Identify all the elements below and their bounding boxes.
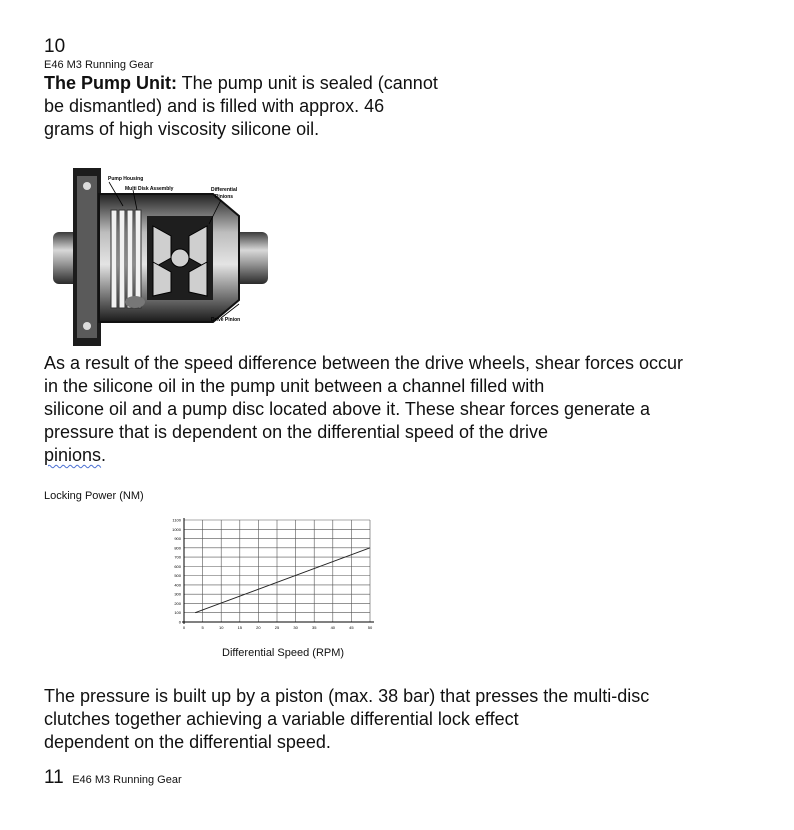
pump-unit-text-2: be dismantled) and is filled with approx. 46 [44, 96, 385, 116]
x-tick-label: 0 [182, 625, 186, 630]
label-differential: Differential [211, 187, 238, 193]
shear-text-4: pressure that is dependent on the differential speed of the drive [44, 422, 549, 442]
differential-cutaway-figure [53, 166, 268, 348]
x-tick-label: 5 [201, 625, 204, 630]
y-tick-label: 1000 [172, 526, 181, 532]
pump-unit-text-3: grams of high viscosity silicone oil. [44, 119, 320, 139]
chart-y-ticks [172, 518, 182, 625]
piston-paragraph [44, 685, 784, 754]
x-tick-label: 25 [274, 625, 280, 630]
y-tick-label: 500 [174, 573, 181, 579]
locking-power-chart [170, 512, 385, 632]
y-tick-label: 700 [174, 554, 181, 560]
footer-running-title: E46 M3 Running Gear [72, 774, 182, 786]
chart-y-axis-label: Locking Power (NM) [44, 490, 144, 502]
page-number: 10 [44, 36, 66, 57]
y-tick-label: 800 [174, 545, 181, 551]
y-tick-label: 600 [174, 563, 181, 569]
shear-forces-paragraph [44, 352, 784, 467]
chart-x-axis-label: Differential Speed (RPM) [222, 647, 345, 659]
spellcheck-word-pinions: pinions [44, 445, 102, 465]
x-tick-label: 40 [330, 625, 336, 630]
shear-text-2: in the silicone oil in the pump unit between a channel filled with [44, 376, 545, 396]
piston-text-3: dependent on the differential speed. [44, 732, 331, 752]
pump-unit-text-1: The pump unit is sealed (cannot [177, 73, 438, 93]
y-tick-label: 300 [174, 591, 181, 597]
piston-text-1: The pressure is built up by a piston (max. 38 bar) that presses the multi-disc [44, 686, 650, 706]
label-pump-housing: Pump Housing [108, 176, 144, 182]
y-tick-label: 900 [174, 536, 181, 542]
x-tick-label: 30 [293, 625, 298, 630]
footer-page-number: 11 [44, 767, 64, 788]
piston-text-2: clutches together achieving a variable differential lock effect [44, 709, 519, 729]
label-drive-pinion: Drive Pinion [211, 317, 241, 323]
x-tick-label: 45 [349, 625, 354, 630]
shear-text-5-end: . [101, 445, 107, 465]
x-tick-label: 35 [311, 625, 317, 630]
pump-unit-paragraph [44, 72, 604, 141]
label-pinions: Pinions [215, 194, 234, 200]
label-multi-disk-assembly: Multi Disk Assembly [125, 186, 174, 192]
pump-unit-heading: The Pump Unit: [44, 73, 177, 93]
x-tick-label: 15 [237, 625, 243, 630]
footer [44, 768, 182, 788]
running-title: E46 M3 Running Gear [44, 59, 154, 71]
shear-text-3: silicone oil and a pump disc located above it. These shear forces generate a [44, 399, 651, 419]
differential-cutaway-drawing [53, 166, 268, 348]
y-tick-label: 100 [174, 610, 181, 616]
y-tick-label: 400 [174, 582, 181, 588]
chart-grid [182, 518, 374, 624]
y-tick-label: 200 [174, 600, 181, 606]
x-tick-label: 20 [256, 625, 261, 630]
x-tick-label: 50 [367, 625, 373, 630]
x-tick-label: 10 [218, 625, 224, 630]
y-tick-label: 0 [178, 619, 181, 625]
y-tick-label: 1100 [172, 517, 181, 523]
chart-x-ticks [183, 625, 373, 630]
shear-text-1: As a result of the speed difference between the drive wheels, shear forces occur [44, 353, 684, 373]
